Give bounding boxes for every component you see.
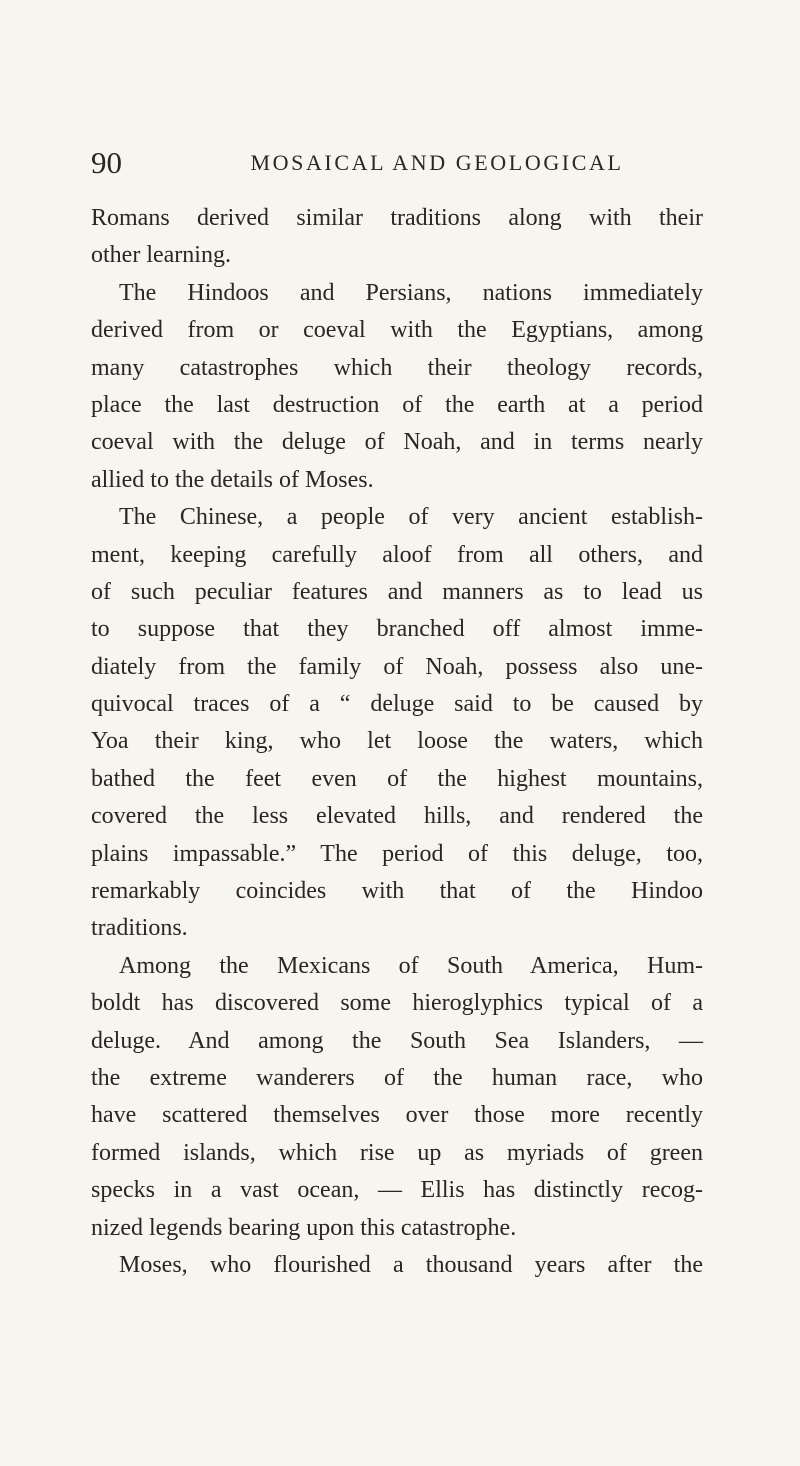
text-line: of such peculiar features and manners as to lead us <box>91 578 703 605</box>
text-line: The Hindoos and Persians, nations immediately <box>119 279 703 306</box>
running-head <box>91 143 703 183</box>
text-line: plains impassable.” The period of this deluge, too, <box>91 840 703 867</box>
text-line: The Chinese, a people of very ancient establish- <box>119 504 703 531</box>
text-line: Romans derived similar traditions along with their <box>91 205 703 231</box>
text-line: ment, keeping carefully aloof from all others, and <box>91 541 703 568</box>
text-line: place the last destruction of the earth at a period <box>91 391 703 418</box>
body-text <box>91 200 703 1284</box>
text-line: quivocal traces of a “ deluge said to be caused by <box>91 691 703 718</box>
text-line: deluge. And among the South Sea Islanders, — <box>91 1027 703 1054</box>
text-line: boldt has discovered some hieroglyphics typical of a <box>91 990 703 1017</box>
text-line: Yoa their king, who let loose the waters, which <box>91 728 703 755</box>
text-line: covered the less elevated hills, and rendered the <box>91 803 703 830</box>
text-line: Among the Mexicans of South America, Hum- <box>119 952 703 979</box>
text-line: specks in a vast ocean, — Ellis has distinctly recog- <box>91 1177 703 1204</box>
text-line: have scattered themselves over those more recently <box>91 1102 703 1129</box>
text-line: derived from or coeval with the Egyptians, among <box>91 317 703 344</box>
text-line: the extreme wanderers of the human race, who <box>91 1064 703 1091</box>
text-line: bathed the feet even of the highest mountains, <box>91 765 703 792</box>
text-line: many catastrophes which their theology records, <box>91 354 703 381</box>
text-line: nized legends bearing upon this catastrophe. <box>91 1214 517 1241</box>
running-title: MOSAICAL AND GEOLOGICAL <box>250 150 624 175</box>
text-line: coeval with the deluge of Noah, and in terms nearly <box>91 429 703 456</box>
text-line: allied to the details of Moses. <box>91 466 374 493</box>
text-line: to suppose that they branched off almost imme- <box>91 616 703 643</box>
text-line: other learning. <box>91 242 231 269</box>
text-line: traditions. <box>91 915 188 942</box>
text-line: Moses, who flourished a thousand years after the <box>119 1251 703 1278</box>
text-line: formed islands, which rise up as myriads of green <box>91 1139 703 1166</box>
page-number: 90 <box>91 145 122 180</box>
text-line: diately from the family of Noah, possess also une- <box>91 653 703 680</box>
text-line: remarkably coincides with that of the Hindoo <box>91 878 703 905</box>
